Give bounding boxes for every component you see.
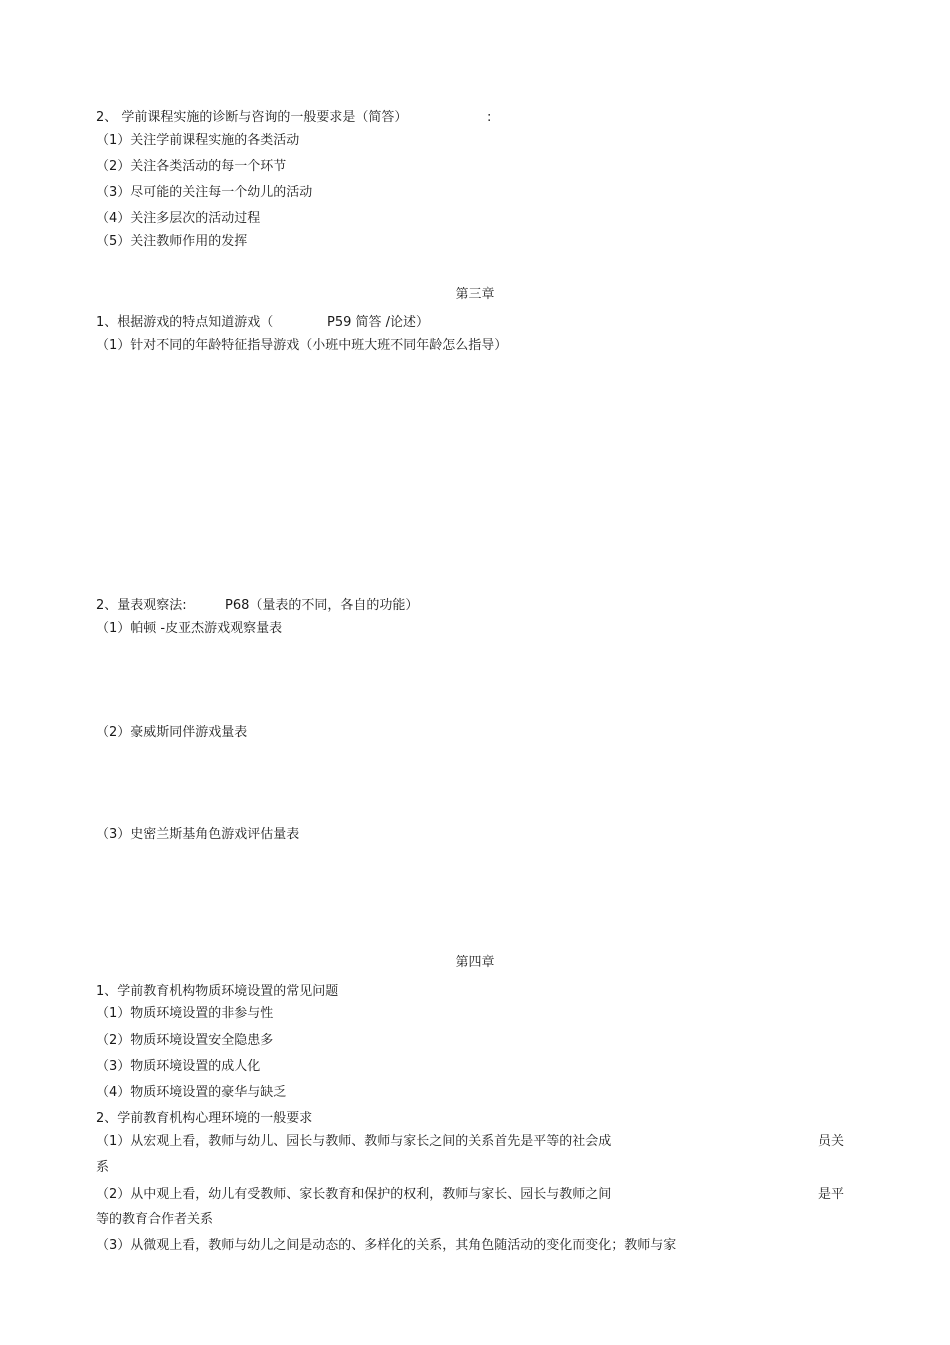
ch3-q2-item-1: （1）帕顿 -皮亚杰游戏观察量表 — [96, 621, 283, 636]
ch3-q1-item-1: （1）针对不同的年龄特征指导游戏（小班中班大班不同年龄怎么指导） — [96, 338, 508, 353]
ch4-q2-item-1-wrap: 系 — [96, 1160, 110, 1175]
ch2-q2-colon: : — [487, 110, 492, 125]
ch4-q2-item-3: （3）从微观上看，教师与幼儿之间是动态的、多样化的关系，其角色随活动的变化而变化；教师与家 — [96, 1238, 677, 1253]
ch4-q1-item-4: （4）物质环境设置的豪华与缺乏 — [96, 1085, 287, 1100]
ch3-q2-item-2: （2）豪威斯同伴游戏量表 — [96, 725, 248, 740]
ch2-item-5: （5）关注教师作用的发挥 — [96, 234, 248, 249]
ch4-q2-item-1: （1）从宏观上看，教师与幼儿、园长与教师、教师与家长之间的关系首先是平等的社会成 — [96, 1134, 612, 1149]
ch3-q1-title: 1、根据游戏的特点知道游戏（ — [96, 315, 274, 330]
ch2-item-3: （3）尽可能的关注每一个幼儿的活动 — [96, 185, 313, 200]
ch4-q1-item-2: （2）物质环境设置安全隐患多 — [96, 1033, 274, 1048]
ch4-q2-title: 2、学前教育机构心理环境的一般要求 — [96, 1111, 313, 1126]
ch4-q2-item-2-wrap: 等的教育合作者关系 — [96, 1212, 214, 1227]
ch4-q1-item-3: （3）物质环境设置的成人化 — [96, 1059, 261, 1074]
chapter-3-heading: 第三章 — [455, 287, 495, 302]
ch4-q2-item-2: （2）从中观上看，幼儿有受教师、家长教育和保护的权利，教师与家长、园长与教师之间 — [96, 1187, 612, 1202]
ch3-q2-page-ref: P68（量表的不同，各自的功能） — [225, 598, 419, 613]
ch3-q2-title: 2、量表观察法: — [96, 598, 187, 613]
ch2-q2-title: 2、 学前课程实施的诊断与咨询的一般要求是（简答） — [96, 110, 408, 125]
ch2-item-1: （1）关注学前课程实施的各类活动 — [96, 133, 300, 148]
ch4-q1-title: 1、学前教育机构物质环境设置的常见问题 — [96, 984, 339, 999]
ch4-q1-item-1: （1）物质环境设置的非参与性 — [96, 1006, 274, 1021]
ch3-q2-item-3: （3）史密兰斯基角色游戏评估量表 — [96, 827, 300, 842]
ch2-item-2: （2）关注各类活动的每一个环节 — [96, 159, 287, 174]
chapter-4-heading: 第四章 — [455, 955, 495, 970]
ch3-q1-page-ref: P59 简答 /论述） — [327, 315, 430, 330]
ch4-q2-item-1-tail: 员关 — [818, 1134, 845, 1149]
ch2-item-4: （4）关注多层次的活动过程 — [96, 211, 261, 226]
ch4-q2-item-2-tail: 是平 — [818, 1187, 845, 1202]
